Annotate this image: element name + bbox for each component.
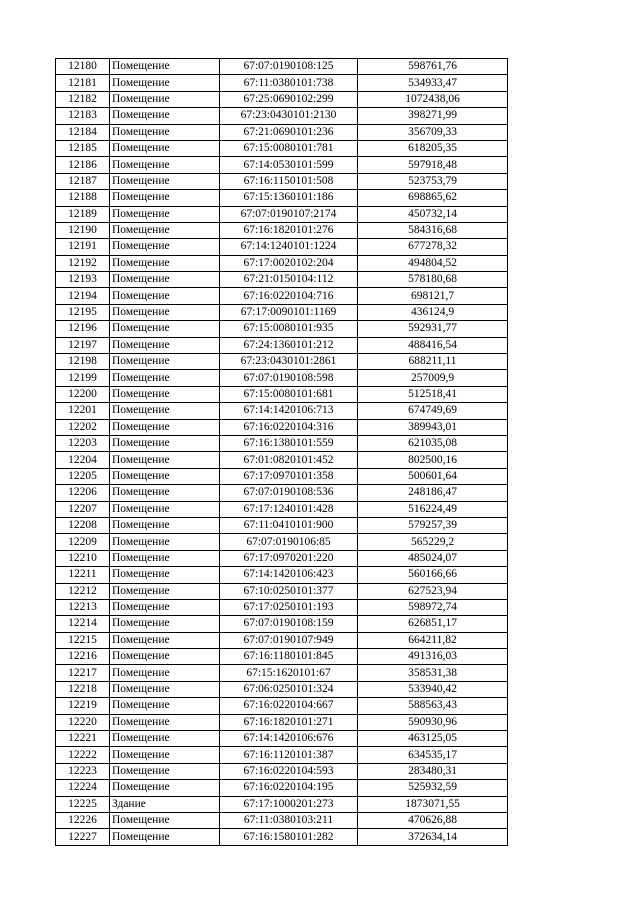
cadastral-value-cell: 523753,79 — [358, 173, 508, 189]
table-row — [56, 173, 508, 189]
cadastral-value-cell: 500601,64 — [358, 468, 508, 484]
object-type-cell: Помещение — [110, 829, 220, 845]
table-row — [56, 485, 508, 501]
cadastral-value-cell: 533940,42 — [358, 681, 508, 697]
row-number-cell: 12184 — [56, 124, 110, 140]
cadastral-value-cell: 283480,31 — [358, 763, 508, 779]
object-type-cell: Помещение — [110, 468, 220, 484]
row-number-cell: 12180 — [56, 59, 110, 75]
object-type-cell: Помещение — [110, 206, 220, 222]
row-number-cell: 12205 — [56, 468, 110, 484]
cadastral-value-cell: 463125,05 — [358, 731, 508, 747]
object-type-cell: Помещение — [110, 534, 220, 550]
cadastral-value-cell: 485024,07 — [358, 550, 508, 566]
table-row — [56, 124, 508, 140]
registry-table — [55, 58, 508, 846]
cadastral-value-cell: 674749,69 — [358, 403, 508, 419]
object-type-cell: Помещение — [110, 403, 220, 419]
table-row — [56, 763, 508, 779]
table-row — [56, 452, 508, 468]
cadastral-value-cell: 664211,82 — [358, 632, 508, 648]
table-row — [56, 190, 508, 206]
object-type-cell: Помещение — [110, 288, 220, 304]
object-type-cell: Помещение — [110, 649, 220, 665]
table-row — [56, 747, 508, 763]
row-number-cell: 12223 — [56, 763, 110, 779]
table-row — [56, 599, 508, 615]
cadastral-number-cell: 67:16:1150101:508 — [220, 173, 358, 189]
object-type-cell: Помещение — [110, 75, 220, 91]
cadastral-value-cell: 618205,35 — [358, 140, 508, 156]
cadastral-number-cell: 67:16:1820101:271 — [220, 714, 358, 730]
cadastral-value-cell: 634535,17 — [358, 747, 508, 763]
row-number-cell: 12218 — [56, 681, 110, 697]
cadastral-value-cell: 565229,2 — [358, 534, 508, 550]
cadastral-value-cell: 436124,9 — [358, 304, 508, 320]
table-row — [56, 206, 508, 222]
row-number-cell: 12188 — [56, 190, 110, 206]
cadastral-number-cell: 67:23:0430101:2130 — [220, 108, 358, 124]
row-number-cell: 12219 — [56, 698, 110, 714]
table-row — [56, 354, 508, 370]
object-type-cell: Помещение — [110, 255, 220, 271]
cadastral-value-cell: 491316,03 — [358, 649, 508, 665]
object-type-cell: Помещение — [110, 239, 220, 255]
cadastral-value-cell: 470626,88 — [358, 812, 508, 828]
table-row — [56, 796, 508, 812]
row-number-cell: 12224 — [56, 780, 110, 796]
cadastral-number-cell: 67:14:1420106:423 — [220, 567, 358, 583]
object-type-cell: Помещение — [110, 812, 220, 828]
table-row — [56, 239, 508, 255]
cadastral-value-cell: 358531,38 — [358, 665, 508, 681]
table-row — [56, 337, 508, 353]
cadastral-number-cell: 67:07:0190107:2174 — [220, 206, 358, 222]
object-type-cell: Помещение — [110, 517, 220, 533]
object-type-cell: Помещение — [110, 91, 220, 107]
table-row — [56, 665, 508, 681]
table-row — [56, 370, 508, 386]
object-type-cell: Помещение — [110, 731, 220, 747]
cadastral-value-cell: 598761,76 — [358, 59, 508, 75]
table-row — [56, 468, 508, 484]
table-row — [56, 731, 508, 747]
cadastral-number-cell: 67:06:0250101:324 — [220, 681, 358, 697]
table-row — [56, 567, 508, 583]
cadastral-number-cell: 67:17:0250101:193 — [220, 599, 358, 615]
row-number-cell: 12203 — [56, 435, 110, 451]
cadastral-number-cell: 67:17:0970201:220 — [220, 550, 358, 566]
row-number-cell: 12225 — [56, 796, 110, 812]
cadastral-value-cell: 534933,47 — [358, 75, 508, 91]
cadastral-value-cell: 488416,54 — [358, 337, 508, 353]
table-row — [56, 550, 508, 566]
cadastral-number-cell: 67:07:0190108:159 — [220, 616, 358, 632]
cadastral-number-cell: 67:14:0530101:599 — [220, 157, 358, 173]
row-number-cell: 12196 — [56, 321, 110, 337]
cadastral-value-cell: 597918,48 — [358, 157, 508, 173]
cadastral-number-cell: 67:17:0020102:204 — [220, 255, 358, 271]
cadastral-value-cell: 588563,43 — [358, 698, 508, 714]
row-number-cell: 12220 — [56, 714, 110, 730]
object-type-cell: Помещение — [110, 747, 220, 763]
object-type-cell: Помещение — [110, 419, 220, 435]
row-number-cell: 12216 — [56, 649, 110, 665]
table-row — [56, 780, 508, 796]
table-row — [56, 649, 508, 665]
object-type-cell: Помещение — [110, 108, 220, 124]
cadastral-value-cell: 516224,49 — [358, 501, 508, 517]
object-type-cell: Помещение — [110, 550, 220, 566]
row-number-cell: 12206 — [56, 485, 110, 501]
cadastral-number-cell: 67:17:0090101:1169 — [220, 304, 358, 320]
table-row — [56, 829, 508, 845]
row-number-cell: 12210 — [56, 550, 110, 566]
table-row — [56, 157, 508, 173]
cadastral-number-cell: 67:16:0220104:316 — [220, 419, 358, 435]
cadastral-number-cell: 67:17:0970101:358 — [220, 468, 358, 484]
cadastral-value-cell: 590930,96 — [358, 714, 508, 730]
cadastral-number-cell: 67:07:0190108:598 — [220, 370, 358, 386]
object-type-cell: Помещение — [110, 452, 220, 468]
row-number-cell: 12194 — [56, 288, 110, 304]
cadastral-number-cell: 67:07:0190108:125 — [220, 59, 358, 75]
cadastral-value-cell: 356709,33 — [358, 124, 508, 140]
table-row — [56, 75, 508, 91]
cadastral-number-cell: 67:16:0220104:716 — [220, 288, 358, 304]
row-number-cell: 12227 — [56, 829, 110, 845]
table-row — [56, 386, 508, 402]
object-type-cell: Помещение — [110, 567, 220, 583]
cadastral-value-cell: 512518,41 — [358, 386, 508, 402]
cadastral-number-cell: 67:15:0080101:781 — [220, 140, 358, 156]
object-type-cell: Помещение — [110, 698, 220, 714]
table-row — [56, 681, 508, 697]
object-type-cell: Здание — [110, 796, 220, 812]
cadastral-number-cell: 67:16:1180101:845 — [220, 649, 358, 665]
object-type-cell: Помещение — [110, 370, 220, 386]
table-row — [56, 59, 508, 75]
cadastral-number-cell: 67:01:0820101:452 — [220, 452, 358, 468]
table-row — [56, 403, 508, 419]
row-number-cell: 12182 — [56, 91, 110, 107]
cadastral-number-cell: 67:14:1420106:713 — [220, 403, 358, 419]
cadastral-value-cell: 584316,68 — [358, 222, 508, 238]
table-row — [56, 91, 508, 107]
cadastral-value-cell: 450732,14 — [358, 206, 508, 222]
table-row — [56, 419, 508, 435]
cadastral-number-cell: 67:16:1580101:282 — [220, 829, 358, 845]
table-row — [56, 583, 508, 599]
cadastral-value-cell: 525932,59 — [358, 780, 508, 796]
object-type-cell: Помещение — [110, 354, 220, 370]
table-row — [56, 272, 508, 288]
cadastral-value-cell: 598972,74 — [358, 599, 508, 615]
cadastral-number-cell: 67:16:0220104:667 — [220, 698, 358, 714]
row-number-cell: 12207 — [56, 501, 110, 517]
table-row — [56, 517, 508, 533]
object-type-cell: Помещение — [110, 599, 220, 615]
cadastral-number-cell: 67:14:1420106:676 — [220, 731, 358, 747]
table-row — [56, 222, 508, 238]
cadastral-number-cell: 67:25:0690102:299 — [220, 91, 358, 107]
row-number-cell: 12201 — [56, 403, 110, 419]
table-row — [56, 632, 508, 648]
table-row — [56, 304, 508, 320]
object-type-cell: Помещение — [110, 124, 220, 140]
object-type-cell: Помещение — [110, 304, 220, 320]
cadastral-value-cell: 248186,47 — [358, 485, 508, 501]
object-type-cell: Помещение — [110, 681, 220, 697]
cadastral-number-cell: 67:11:0410101:900 — [220, 517, 358, 533]
table-row — [56, 108, 508, 124]
row-number-cell: 12221 — [56, 731, 110, 747]
row-number-cell: 12213 — [56, 599, 110, 615]
table-row — [56, 321, 508, 337]
table-row — [56, 288, 508, 304]
object-type-cell: Помещение — [110, 59, 220, 75]
cadastral-value-cell: 389943,01 — [358, 419, 508, 435]
cadastral-value-cell: 398271,99 — [358, 108, 508, 124]
table-row — [56, 534, 508, 550]
object-type-cell: Помещение — [110, 583, 220, 599]
cadastral-value-cell: 578180,68 — [358, 272, 508, 288]
object-type-cell: Помещение — [110, 780, 220, 796]
cadastral-value-cell: 626851,17 — [358, 616, 508, 632]
row-number-cell: 12183 — [56, 108, 110, 124]
object-type-cell: Помещение — [110, 272, 220, 288]
object-type-cell: Помещение — [110, 665, 220, 681]
object-type-cell: Помещение — [110, 140, 220, 156]
table-row — [56, 140, 508, 156]
table-row — [56, 714, 508, 730]
object-type-cell: Помещение — [110, 173, 220, 189]
object-type-cell: Помещение — [110, 616, 220, 632]
cadastral-value-cell: 1072438,06 — [358, 91, 508, 107]
cadastral-number-cell: 67:15:1360101:186 — [220, 190, 358, 206]
row-number-cell: 12189 — [56, 206, 110, 222]
cadastral-value-cell: 688211,11 — [358, 354, 508, 370]
table-row — [56, 812, 508, 828]
row-number-cell: 12204 — [56, 452, 110, 468]
object-type-cell: Помещение — [110, 435, 220, 451]
cadastral-number-cell: 67:16:1380101:559 — [220, 435, 358, 451]
row-number-cell: 12226 — [56, 812, 110, 828]
row-number-cell: 12187 — [56, 173, 110, 189]
object-type-cell: Помещение — [110, 501, 220, 517]
cadastral-number-cell: 67:15:0080101:935 — [220, 321, 358, 337]
row-number-cell: 12195 — [56, 304, 110, 320]
object-type-cell: Помещение — [110, 190, 220, 206]
row-number-cell: 12191 — [56, 239, 110, 255]
cadastral-value-cell: 494804,52 — [358, 255, 508, 271]
row-number-cell: 12190 — [56, 222, 110, 238]
object-type-cell: Помещение — [110, 321, 220, 337]
row-number-cell: 12181 — [56, 75, 110, 91]
cadastral-value-cell: 677278,32 — [358, 239, 508, 255]
cadastral-number-cell: 67:21:0150104:112 — [220, 272, 358, 288]
table-row — [56, 501, 508, 517]
object-type-cell: Помещение — [110, 485, 220, 501]
row-number-cell: 12185 — [56, 140, 110, 156]
cadastral-number-cell: 67:16:1120101:387 — [220, 747, 358, 763]
row-number-cell: 12200 — [56, 386, 110, 402]
cadastral-number-cell: 67:17:1240101:428 — [220, 501, 358, 517]
row-number-cell: 12186 — [56, 157, 110, 173]
cadastral-number-cell: 67:07:0190106:85 — [220, 534, 358, 550]
cadastral-number-cell: 67:16:0220104:195 — [220, 780, 358, 796]
row-number-cell: 12208 — [56, 517, 110, 533]
row-number-cell: 12199 — [56, 370, 110, 386]
row-number-cell: 12198 — [56, 354, 110, 370]
table-row — [56, 255, 508, 271]
cadastral-value-cell: 592931,77 — [358, 321, 508, 337]
row-number-cell: 12209 — [56, 534, 110, 550]
cadastral-number-cell: 67:15:1620101:67 — [220, 665, 358, 681]
cadastral-number-cell: 67:16:1820101:276 — [220, 222, 358, 238]
cadastral-number-cell: 67:10:0250101:377 — [220, 583, 358, 599]
cadastral-value-cell: 698865,62 — [358, 190, 508, 206]
cadastral-number-cell: 67:07:0190108:536 — [220, 485, 358, 501]
cadastral-value-cell: 257009,9 — [358, 370, 508, 386]
cadastral-value-cell: 372634,14 — [358, 829, 508, 845]
cadastral-value-cell: 579257,39 — [358, 517, 508, 533]
row-number-cell: 12222 — [56, 747, 110, 763]
cadastral-number-cell: 67:16:0220104:593 — [220, 763, 358, 779]
table-row — [56, 435, 508, 451]
cadastral-value-cell: 698121,7 — [358, 288, 508, 304]
cadastral-number-cell: 67:07:0190107:949 — [220, 632, 358, 648]
cadastral-value-cell: 802500,16 — [358, 452, 508, 468]
object-type-cell: Помещение — [110, 763, 220, 779]
row-number-cell: 12197 — [56, 337, 110, 353]
table-row — [56, 698, 508, 714]
object-type-cell: Помещение — [110, 157, 220, 173]
table-row — [56, 616, 508, 632]
object-type-cell: Помещение — [110, 632, 220, 648]
object-type-cell: Помещение — [110, 222, 220, 238]
cadastral-number-cell: 67:14:1240101:1224 — [220, 239, 358, 255]
cadastral-value-cell: 560166,66 — [358, 567, 508, 583]
cadastral-value-cell: 1873071,55 — [358, 796, 508, 812]
cadastral-number-cell: 67:11:0380101:738 — [220, 75, 358, 91]
cadastral-number-cell: 67:11:0380103:211 — [220, 812, 358, 828]
row-number-cell: 12215 — [56, 632, 110, 648]
cadastral-number-cell: 67:15:0080101:681 — [220, 386, 358, 402]
cadastral-number-cell: 67:21:0690101:236 — [220, 124, 358, 140]
row-number-cell: 12217 — [56, 665, 110, 681]
row-number-cell: 12192 — [56, 255, 110, 271]
registry-table-body — [56, 59, 508, 846]
row-number-cell: 12214 — [56, 616, 110, 632]
row-number-cell: 12211 — [56, 567, 110, 583]
object-type-cell: Помещение — [110, 337, 220, 353]
cadastral-value-cell: 627523,94 — [358, 583, 508, 599]
object-type-cell: Помещение — [110, 386, 220, 402]
object-type-cell: Помещение — [110, 714, 220, 730]
cadastral-number-cell: 67:17:1000201:273 — [220, 796, 358, 812]
cadastral-number-cell: 67:23:0430101:2861 — [220, 354, 358, 370]
row-number-cell: 12212 — [56, 583, 110, 599]
row-number-cell: 12193 — [56, 272, 110, 288]
row-number-cell: 12202 — [56, 419, 110, 435]
cadastral-value-cell: 621035,08 — [358, 435, 508, 451]
cadastral-number-cell: 67:24:1360101:212 — [220, 337, 358, 353]
